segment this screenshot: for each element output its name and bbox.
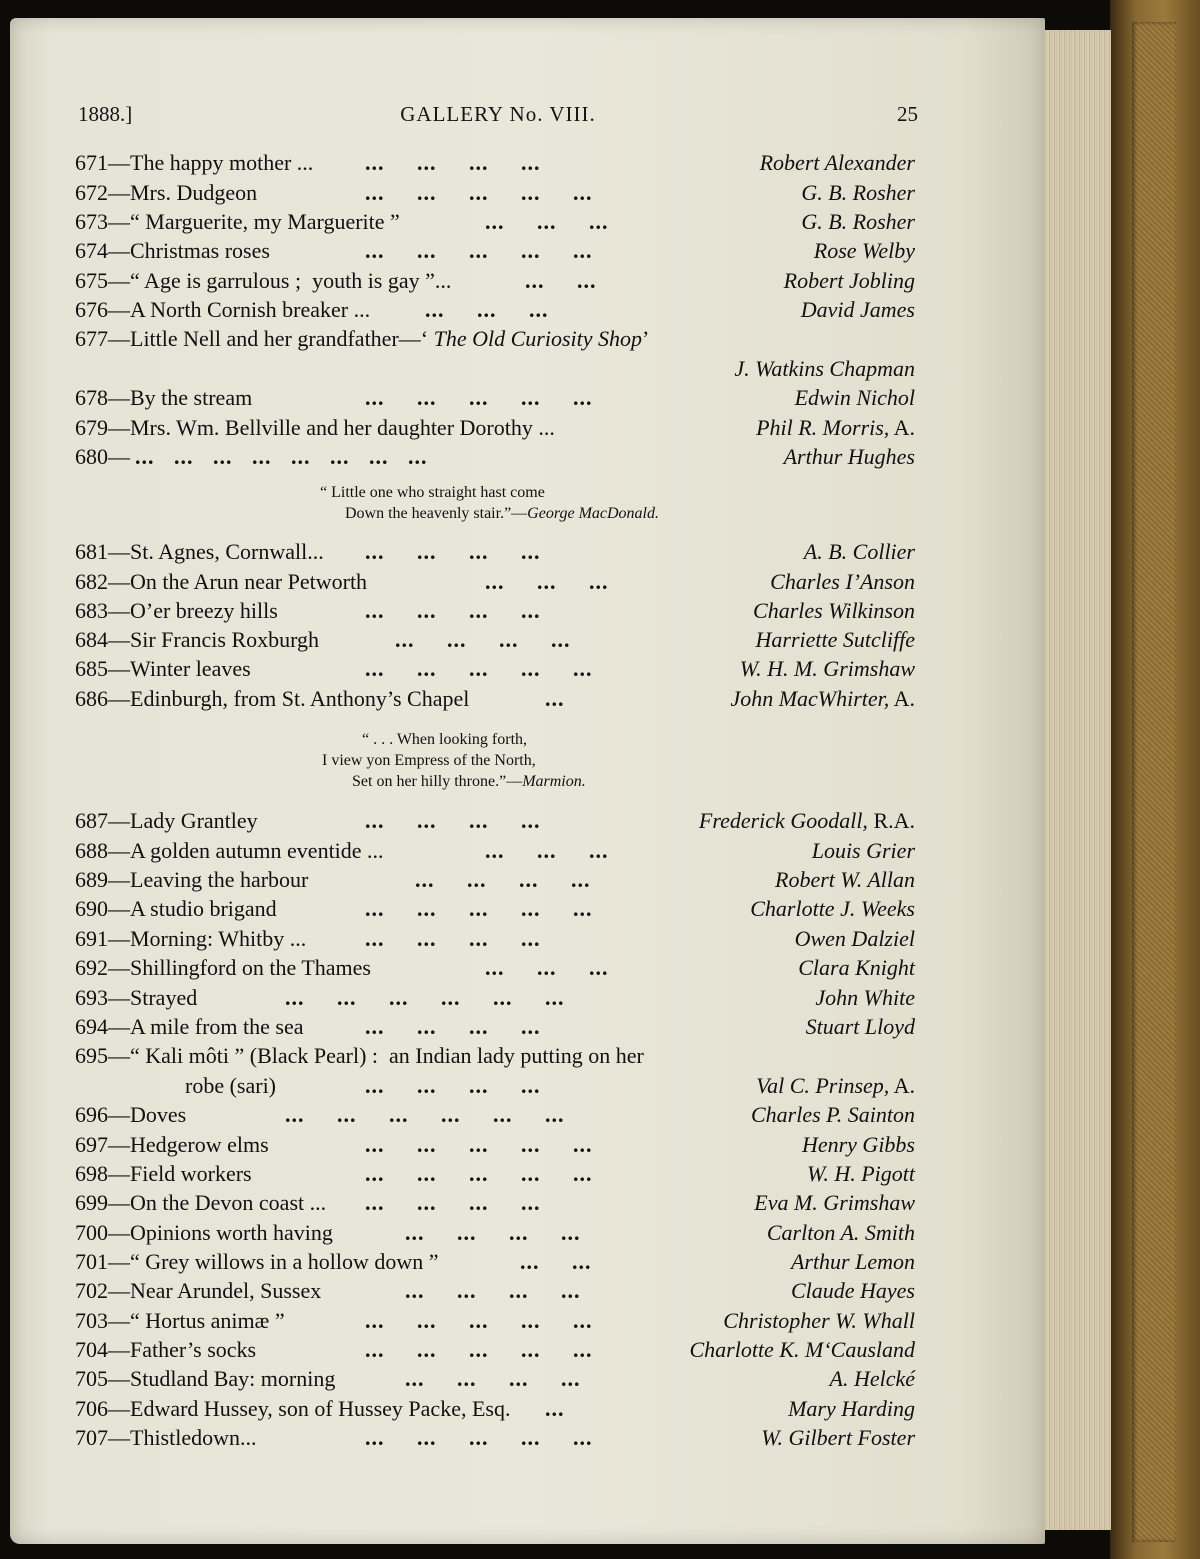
leader-dots: ... ... ... ... (365, 926, 541, 951)
academy-suffix: A. (889, 415, 915, 440)
catalogue-entry (75, 926, 915, 956)
header-title: GALLERY No. VIII. (400, 102, 596, 126)
entry-artist: Arthur Lemon (790, 1249, 915, 1274)
entry-title: 682—On the Arun near Petworth (75, 569, 368, 594)
entry-artist: W. H. M. Grimshaw (739, 656, 915, 681)
entry-title: 674—Christmas roses (75, 238, 270, 263)
catalogue-entry (75, 1366, 915, 1396)
entry-title: 686—Edinburgh, from St. Anthony’s Chapel (75, 686, 470, 711)
entry-title: 703—“ Hortus animæ ” (75, 1308, 285, 1333)
entry-artist: W. Gilbert Foster (761, 1425, 915, 1450)
leader-dots: ... ... (525, 268, 597, 293)
entry-title: 698—Field workers (75, 1161, 252, 1186)
entry-artist: Carlton A. Smith (766, 1220, 915, 1245)
entry-title: 693—Strayed (75, 985, 198, 1010)
catalogue-entry (75, 1278, 915, 1308)
leader-dots: ... (545, 686, 565, 711)
entry-title: 676—A North Cornish breaker ... (75, 297, 371, 322)
leader-dots: ... ... ... ... ... (365, 896, 593, 921)
catalogue-entry (75, 955, 915, 985)
leader-dots: ... ... ... ... (365, 598, 541, 623)
entry-title: 706—Edward Hussey, son of Hussey Packe, Esq. (75, 1396, 511, 1421)
academy-suffix: R.A. (867, 808, 915, 833)
entry-title: 680— (75, 444, 130, 469)
entry-title: 681—St. Agnes, Cornwall... (75, 539, 324, 564)
catalogue-entry (75, 598, 915, 628)
entry-artist: Frederick Goodall, R.A. (698, 808, 915, 833)
entry-title: 673—“ Marguerite, my Marguerite ” (75, 209, 400, 234)
quote-line (345, 505, 659, 523)
entry-title: 689—Leaving the harbour (75, 867, 309, 892)
quote-text: Down the heavenly stair.”— (345, 505, 528, 522)
entry-title: 707—Thistledown... (75, 1425, 257, 1450)
catalogue-entry (75, 1161, 915, 1191)
entry-title: 671—The happy mother ... (75, 150, 314, 175)
entry-title: 699—On the Devon coast ... (75, 1190, 327, 1215)
entry-artist: Clara Knight (798, 955, 915, 980)
leader-dots: ... ... ... ... ... (365, 656, 593, 681)
entry-title: 672—Mrs. Dudgeon (75, 180, 258, 205)
leader-dots: ... ... ... ... ... (365, 1132, 593, 1157)
quote-line (352, 773, 586, 791)
entry-artist: J. Watkins Chapman (734, 356, 915, 381)
entry-artist: Robert W. Allan (775, 867, 915, 892)
leader-dots: ... ... (520, 1249, 592, 1274)
leader-dots: ... ... ... ... ... (365, 1161, 593, 1186)
entry-artist: Mary Harding (788, 1396, 915, 1421)
leader-dots: ... (545, 1396, 565, 1421)
catalogue-entry (75, 209, 915, 239)
leader-dots: ... ... ... ... ... ... (285, 1102, 565, 1127)
catalogue-entry (75, 867, 915, 897)
quote-line: “ Little one who straight hast come (320, 484, 545, 501)
entry-title: 675—“ Age is garrulous ; youth is gay ”... (75, 268, 452, 293)
catalogue-entry (75, 1308, 915, 1338)
catalogue-entry (75, 326, 915, 356)
entry-title: 695—“ Kali môti ” (Black Pearl) : an Indian lady putting on her (75, 1043, 644, 1068)
leader-dots: ... ... ... ... (395, 627, 571, 652)
entry-title: 701—“ Grey willows in a hollow down ” (75, 1249, 439, 1274)
catalogue-entry (75, 1043, 915, 1073)
entry-artist: Charles P. Sainton (750, 1102, 915, 1127)
entry-artist: Edwin Nichol (794, 385, 915, 410)
entry-artist: Eva M. Grimshaw (754, 1190, 915, 1215)
leader-dots: ... ... ... (485, 209, 609, 234)
entry-artist: Henry Gibbs (801, 1132, 915, 1157)
entry-title: 687—Lady Grantley (75, 808, 258, 833)
catalogue-entry (75, 1190, 915, 1220)
leader-dots: ... ... ... ... (365, 1014, 541, 1039)
catalogue-entry (75, 896, 915, 926)
leader-dots: ... ... ... ... ... (365, 238, 593, 263)
catalogue-entry (75, 1396, 915, 1426)
leader-dots: ... ... ... ... (365, 150, 541, 175)
entry-artist: G. B. Rosher (801, 209, 915, 234)
cover-cloth (1132, 22, 1176, 1542)
leader-dots: ... ... ... ... ... (365, 1337, 593, 1362)
leader-dots: ... ... ... (485, 955, 609, 980)
entry-title-italic: The Old Curiosity Shop (428, 326, 643, 351)
entry-artist: Claude Hayes (790, 1278, 915, 1303)
catalogue-entry (75, 656, 915, 686)
leader-dots: ... ... ... ... (365, 808, 541, 833)
entry-artist: Charlotte K. M‘Causland (689, 1337, 915, 1362)
entry-title: 692—Shillingford on the Thames (75, 955, 371, 980)
catalogue-entry (75, 569, 915, 599)
entry-title: 700—Opinions worth having (75, 1220, 333, 1245)
catalogue-entry (75, 539, 915, 569)
entry-artist: A. B. Collier (803, 539, 915, 564)
academy-suffix: A. (889, 1073, 915, 1098)
catalogue-entry (75, 238, 915, 268)
leader-dots: ... ... ... (425, 297, 549, 322)
entry-artist: W. H. Pigott (807, 1161, 915, 1186)
leader-dots: ... ... ... ... (365, 1190, 541, 1215)
leader-dots: ... ... ... ... ... ... ... ... (135, 444, 428, 469)
entry-artist: Stuart Lloyd (805, 1014, 915, 1039)
entry-title: 702—Near Arundel, Sussex (75, 1278, 322, 1303)
leader-dots: ... ... ... ... ... (365, 1425, 593, 1450)
entry-title: 688—A golden autumn eventide ... (75, 838, 384, 863)
leader-dots: ... ... ... ... ... (365, 1308, 593, 1333)
leader-dots: ... ... ... ... ... (365, 385, 593, 410)
entry-title: 697—Hedgerow elms (75, 1132, 269, 1157)
catalogue-entry (75, 385, 915, 415)
entry-title: 694—A mile from the sea (75, 1014, 304, 1039)
entry-artist: A. Helcké (829, 1366, 915, 1391)
page-number: 25 (897, 102, 918, 126)
leader-dots: ... ... ... (485, 838, 609, 863)
leader-dots: ... ... ... (485, 569, 609, 594)
catalogue-entry (75, 1249, 915, 1279)
entry-artist: Robert Alexander (759, 150, 915, 175)
entry-title: robe (sari) (75, 1073, 277, 1098)
catalogue-entry (75, 1337, 915, 1367)
entry-artist: Owen Dalziel (794, 926, 915, 951)
leader-dots: ... ... ... ... (405, 1220, 581, 1245)
entry-title: 683—O’er breezy hills (75, 598, 278, 623)
quote-author: George MacDonald. (527, 505, 659, 522)
catalogue-entry (75, 838, 915, 868)
entry-artist: Charles I’Anson (770, 569, 915, 594)
entry-artist: Christopher W. Whall (723, 1308, 915, 1333)
leader-dots: ... ... ... ... (405, 1366, 581, 1391)
catalogue-entry (75, 1425, 915, 1455)
entry-artist: Louis Grier (811, 838, 915, 863)
entry-artist: John White (815, 985, 915, 1010)
leader-dots: ... ... ... ... ... ... (285, 985, 565, 1010)
entry-artist: Robert Jobling (783, 268, 915, 293)
entry-title: 684—Sir Francis Roxburgh (75, 627, 320, 652)
entry-artist: Harriette Sutcliffe (755, 627, 915, 652)
entry-artist: Phil R. Morris, A. (756, 415, 915, 440)
quote-author: Marmion. (522, 773, 586, 790)
catalogue-entry (75, 1132, 915, 1162)
catalogue-entry (75, 686, 915, 716)
entry-title: 696—Doves (75, 1102, 187, 1127)
entry-title: 685—Winter leaves (75, 656, 251, 681)
entry-title: 704—Father’s socks (75, 1337, 257, 1362)
catalogue-entry (75, 444, 915, 474)
quote-line: “ . . . When looking forth, (362, 731, 528, 748)
header-year: 1888.] (78, 102, 133, 126)
catalogue-entry (75, 1102, 915, 1132)
entry-title: 690—A studio brigand (75, 896, 277, 921)
catalogue-entry (75, 356, 915, 386)
entry-title: 705—Studland Bay: morning (75, 1366, 336, 1391)
quote-line: I view yon Empress of the North, (322, 752, 536, 769)
entry-title: 678—By the stream (75, 385, 253, 410)
entry-artist: Charles Wilkinson (753, 598, 915, 623)
catalogue-entry (75, 1014, 915, 1044)
catalogue-entry (75, 985, 915, 1015)
entry-artist: David James (800, 297, 915, 322)
entry-title: 679—Mrs. Wm. Bellville and her daughter Dorothy ... (75, 415, 555, 440)
leader-dots: ... ... ... ... (415, 867, 591, 892)
leader-dots: ... ... ... ... (365, 539, 541, 564)
entry-artist: Rose Welby (813, 238, 915, 263)
entry-artist: Arthur Hughes (783, 444, 915, 469)
entry-artist: John MacWhirter, A. (730, 686, 915, 711)
catalogue-entry (75, 1073, 915, 1103)
leader-dots: ... ... ... ... (365, 1073, 541, 1098)
entry-artist: G. B. Rosher (801, 180, 915, 205)
entry-title: 677—Little Nell and her grandfather—‘ The Old Curiosity Shop’ (75, 326, 650, 351)
page-edges (1045, 30, 1111, 1530)
leader-dots: ... ... ... ... (405, 1278, 581, 1303)
entry-artist: Charlotte J. Weeks (750, 896, 915, 921)
academy-suffix: A. (889, 686, 915, 711)
catalogue-entry (75, 415, 915, 445)
catalogue-entry (75, 180, 915, 210)
entry-artist: Val C. Prinsep, A. (756, 1073, 915, 1098)
catalogue-entry (75, 297, 915, 327)
leader-dots: ... ... ... ... ... (365, 180, 593, 205)
catalogue-entry (75, 268, 915, 298)
catalogue-entry (75, 627, 915, 657)
entry-title: 691—Morning: Whitby ... (75, 926, 307, 951)
catalogue-entry (75, 1220, 915, 1250)
quote-text: Set on her hilly throne.”— (352, 773, 523, 790)
catalogue-entry (75, 150, 915, 180)
catalogue-entry (75, 808, 915, 838)
